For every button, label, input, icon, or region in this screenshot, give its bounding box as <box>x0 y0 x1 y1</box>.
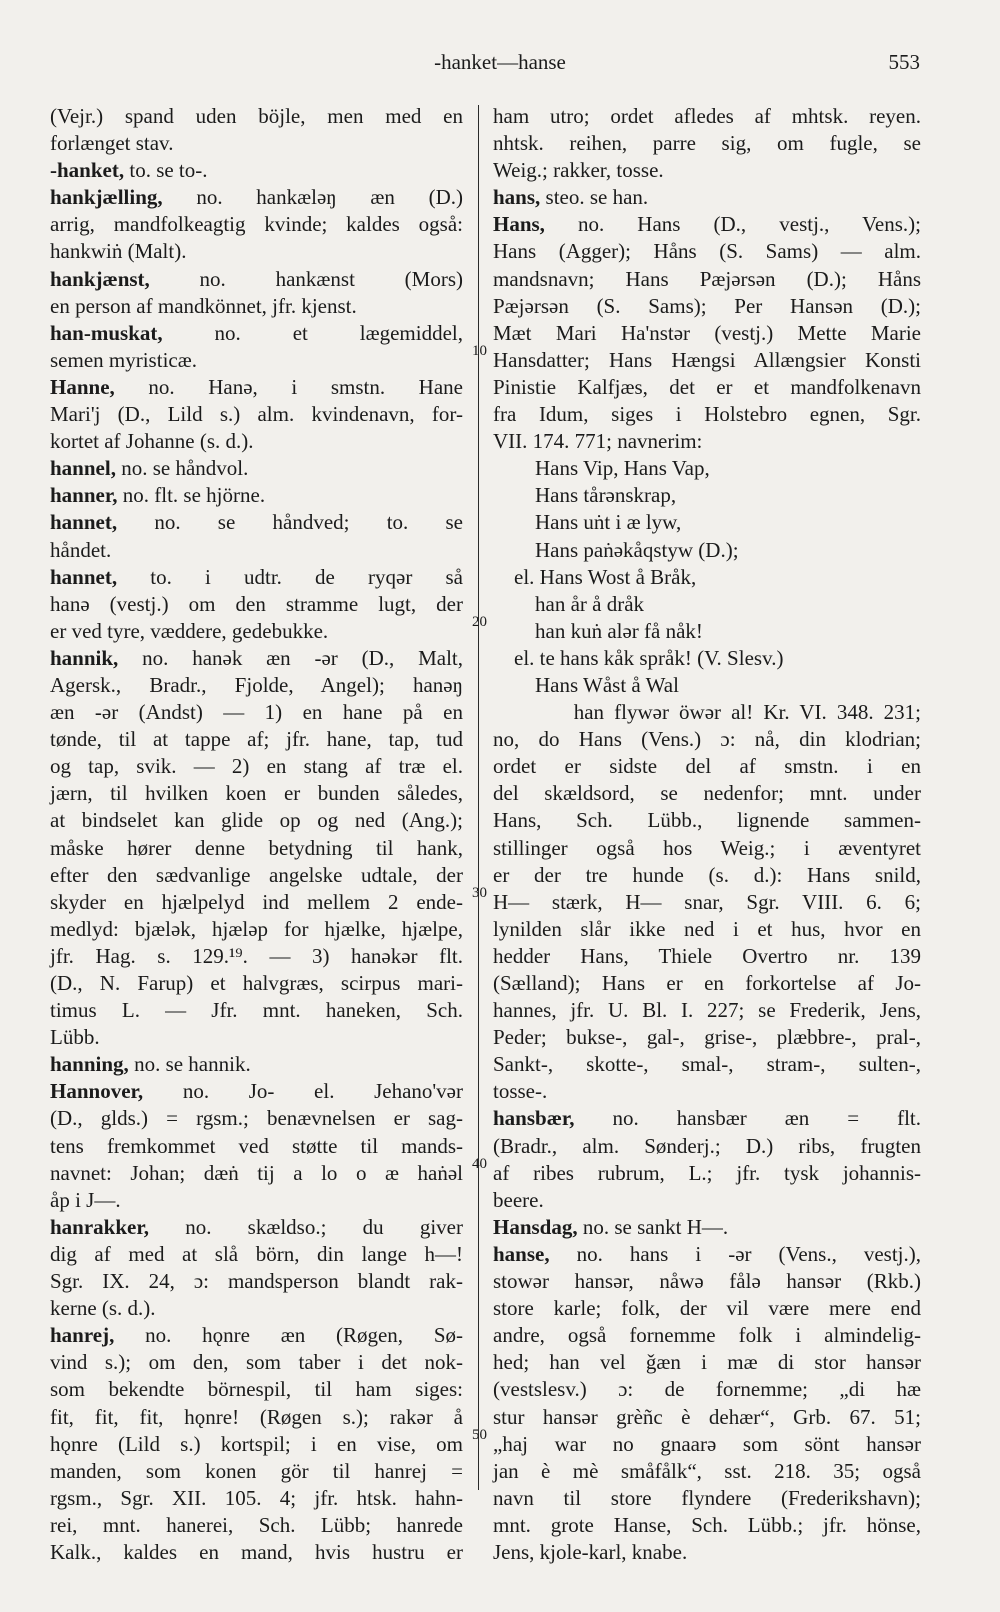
text-line <box>493 1431 921 1458</box>
headword: Hanne, <box>50 374 115 399</box>
text-line <box>493 211 921 238</box>
text-line <box>50 564 463 591</box>
text-line <box>50 103 463 130</box>
text-line <box>493 753 921 780</box>
line-text: no. flt. se hjörne. <box>117 483 266 508</box>
headword: han-muskat, <box>50 320 163 345</box>
line-text: no. hanək æn -ər (D., Malt, <box>118 645 463 670</box>
line-text: jærn, til hvilken koen er bunden således, <box>50 781 463 806</box>
headword: hanse, <box>493 1241 550 1266</box>
text-line <box>493 1268 921 1295</box>
line-text: „haj war no gnaarə som sönt hansər <box>493 1431 921 1456</box>
line-text: vind s.); om den, som taber i det nok- <box>50 1350 463 1375</box>
line-text: ham utro; ordet afledes af mhtsk. reyen. <box>493 104 921 128</box>
headword: -hanket, <box>50 158 125 183</box>
text-line <box>493 1241 921 1268</box>
text-line <box>493 401 921 428</box>
text-line <box>493 645 921 672</box>
line-text: el. Hans Wost å Bråk, <box>493 564 697 589</box>
text-line <box>50 1322 463 1349</box>
line-text: Kalk., kaldes en mand, hvis hustru er <box>50 1539 463 1564</box>
line-text: kerne (s. d.). <box>50 1296 156 1321</box>
line-text: han flywər öwər al! Kr. VI. 348. 231; <box>493 700 921 725</box>
headword: hansbær, <box>493 1106 575 1131</box>
line-text: Hans Wåst å Wal <box>493 672 679 697</box>
line-text: dig af med at slå börn, din lange h—! <box>50 1241 463 1266</box>
line-text: åp i J—. <box>50 1187 121 1212</box>
line-text: Mari'j (D., Lild s.) alm. kvindenavn, for- <box>50 402 463 427</box>
text-line <box>493 1458 921 1485</box>
text-line <box>50 509 463 536</box>
text-line <box>50 1024 463 1051</box>
line-text: Hans Vip, Hans Vap, <box>493 456 710 481</box>
text-line <box>50 1539 463 1566</box>
line-text: (Sælland); Hans er en forkortelse af Jo- <box>493 971 921 995</box>
line-text: Mæt Mari Ha'nstər (vestj.) Mette Marie <box>493 320 921 345</box>
text-line <box>493 1105 921 1132</box>
headword: hanrakker, <box>50 1214 150 1239</box>
text-line <box>50 672 463 699</box>
text-line <box>50 1404 463 1431</box>
text-line <box>50 428 463 455</box>
text-line <box>50 157 463 184</box>
headword: hannik, <box>50 645 119 670</box>
text-line <box>50 238 463 265</box>
line-text: Jens, kjole-karl, knabe. <box>493 1539 688 1564</box>
line-number: 40 <box>472 1156 487 1172</box>
line-text: H— stærk, H— snar, Sgr. VIII. 6. 6; <box>493 889 921 914</box>
text-line <box>493 835 921 862</box>
text-line <box>50 1295 463 1322</box>
line-text: (vestslesv.) ɔ: de fornemme; „di hæ <box>493 1377 921 1402</box>
line-text: hedder Hans, Thiele Overtro nr. 139 <box>493 943 921 968</box>
line-text: stillinger også hos Weig.; i æventyret <box>493 835 921 860</box>
text-line <box>50 997 463 1024</box>
line-text: lynilden slår ikke ned i et hus, hvor en <box>493 916 921 941</box>
text-line <box>493 1078 921 1105</box>
text-line <box>493 238 921 265</box>
text-line <box>50 699 463 726</box>
text-line <box>493 726 921 753</box>
text-line <box>50 1268 463 1295</box>
line-text: andre, også fornemme folk i almindelig- <box>493 1323 921 1348</box>
text-line <box>493 672 921 699</box>
line-text: beere. <box>493 1187 544 1212</box>
headword: hans, <box>493 185 541 210</box>
text-line <box>50 1051 463 1078</box>
text-line <box>50 374 463 401</box>
text-line <box>493 293 921 320</box>
text-line <box>493 103 921 130</box>
text-line <box>50 537 463 564</box>
line-text: jan è mè småfålk“, sst. 218. 35; også <box>493 1458 921 1483</box>
line-text: efter den sædvanlige angelske udtale, der <box>50 862 463 887</box>
text-line <box>50 293 463 320</box>
line-text: Sgr. IX. 24, ɔ: mandsperson blandt rak- <box>50 1269 463 1294</box>
text-line <box>50 1160 463 1187</box>
line-text: no. se sankt H—. <box>577 1214 729 1239</box>
text-line <box>50 1458 463 1485</box>
line-text: mnt. grote Hanse, Sch. Lübb.; jfr. hönse, <box>493 1512 921 1537</box>
line-text: af ribes rubrum, L.; jfr. tysk johannis- <box>493 1160 921 1185</box>
line-text: Weig.; rakker, tosse. <box>493 158 664 183</box>
line-text: no. hansbær æn = flt. <box>574 1106 921 1131</box>
line-text: mandsnavn; Hans Pæjərsən (D.); Håns <box>493 266 921 291</box>
text-line <box>50 1431 463 1458</box>
line-text: en person af mandkönnet, jfr. kjenst. <box>50 293 357 318</box>
text-line <box>493 862 921 889</box>
headword: hannel, <box>50 456 116 481</box>
headword: hankjænst, <box>50 266 150 291</box>
line-text: Lübb. <box>50 1025 100 1050</box>
line-text: no. hans i -ər (Vens., vestj.), <box>549 1241 921 1266</box>
line-text: medlyd: bjælək, hjæləp for hjælke, hjælpe, <box>50 916 463 941</box>
line-text: no. skældso.; du giver <box>149 1214 463 1239</box>
line-text: Pinistie Kalfjæs, det er et mandfolkenavn <box>493 374 921 399</box>
line-text: navnet: Johan; dæṅ tij a lo o æ haṅəl <box>50 1160 463 1185</box>
text-line <box>493 916 921 943</box>
text-line <box>493 1404 921 1431</box>
text-line <box>493 1160 921 1187</box>
line-text: no. Hanə, i smstn. Hane <box>114 374 463 399</box>
text-line <box>50 320 463 347</box>
line-text: no. se håndved; to. se <box>117 510 463 535</box>
text-line <box>493 618 921 645</box>
line-text: Hans paṅəkåqstyw (D.); <box>493 537 739 562</box>
headword: Hansdag, <box>493 1214 578 1239</box>
line-text: han år å dråk <box>493 591 645 616</box>
headword: hannet, <box>50 564 118 589</box>
line-text: no. hǫnre æn (Røgen, Sø- <box>114 1323 463 1348</box>
line-text: tosse-. <box>493 1079 548 1104</box>
text-line <box>493 130 921 157</box>
line-text: (D., glds.) = rgsm.; benævnelsen er sag- <box>50 1106 463 1131</box>
text-line <box>50 1214 463 1241</box>
text-line <box>493 1295 921 1322</box>
headword: hanrej, <box>50 1323 115 1348</box>
line-text: skyder en hjælpelyd ind mellem 2 ende- <box>50 889 463 914</box>
line-text: to. i udtr. de ryqər så <box>117 564 463 589</box>
headword: Hannover, <box>50 1079 144 1104</box>
text-line <box>493 1349 921 1376</box>
line-text: hǫnre (Lild s.) kortspil; i en vise, om <box>50 1431 463 1456</box>
text-line <box>493 564 921 591</box>
running-head: -hanket—hanse <box>434 50 566 74</box>
line-text: steo. se han. <box>540 185 649 210</box>
headword: Hans, <box>493 212 545 237</box>
line-text: arrig, mandfolkeagtig kvinde; kaldes også: <box>50 212 463 237</box>
text-line <box>493 1322 921 1349</box>
text-line <box>493 509 921 536</box>
line-text: timus L. — Jfr. mnt. haneken, Sch. <box>50 998 463 1023</box>
line-text: hankwiṅ (Malt). <box>50 239 187 264</box>
line-text: rgsm., Sgr. XII. 105. 4; jfr. htsk. hahn- <box>50 1485 463 1510</box>
line-text: kortet af Johanne (s. d.). <box>50 429 254 454</box>
line-text: Peder; bukse-, gal-, grise-, plæbbre-, pral-, <box>493 1025 921 1050</box>
text-line <box>50 726 463 753</box>
line-text: Pæjərsən (S. Sams); Per Hansən (D.); <box>493 293 921 318</box>
text-line <box>50 1485 463 1512</box>
line-text: no. hankæləŋ æn (D.) <box>162 185 463 210</box>
line-text: måske hører denne betydning til hank, <box>50 835 463 860</box>
line-text: no, do Hans (Vens.) ɔ: nå, din klodrian; <box>493 727 921 752</box>
line-text: tens fremkommet ved støtte til mands- <box>50 1133 463 1158</box>
line-text: håndet. <box>50 537 112 562</box>
line-text: fit, fit, fit, hǫnre! (Røgen s.); rakər å <box>50 1404 463 1429</box>
text-line <box>493 591 921 618</box>
line-text: navn til store flyndere (Frederikshavn); <box>493 1485 921 1510</box>
line-text: Hans, Sch. Lübb., lignende sammen- <box>493 808 921 833</box>
text-line <box>493 320 921 347</box>
text-line <box>50 401 463 428</box>
text-line <box>493 537 921 564</box>
line-text: fra Idum, siges i Holstebro egnen, Sgr. <box>493 402 921 427</box>
line-text: Hansdatter; Hans Hængsi Allængsier Konsti <box>493 347 921 372</box>
text-line <box>50 1105 463 1132</box>
text-line <box>493 347 921 374</box>
text-line <box>50 1512 463 1539</box>
line-text: Hans tårənskrap, <box>493 483 677 508</box>
text-line <box>50 1349 463 1376</box>
text-line <box>50 130 463 157</box>
text-line <box>493 970 921 997</box>
line-text: rei, mnt. hanerei, Sch. Lübb; hanrede <box>50 1512 463 1537</box>
text-line <box>493 1187 921 1214</box>
line-text: hannes, jfr. U. Bl. I. 227; se Frederik, Jens, <box>493 998 921 1023</box>
text-line <box>493 780 921 807</box>
line-text: semen myristicæ. <box>50 347 197 372</box>
text-line <box>50 482 463 509</box>
line-text: no. se hannik. <box>128 1052 251 1077</box>
text-line <box>493 428 921 455</box>
headword: hankjælling, <box>50 185 163 210</box>
headword: hannet, <box>50 510 118 535</box>
text-line <box>50 862 463 889</box>
text-line <box>493 266 921 293</box>
page-number: 553 <box>888 50 920 74</box>
line-text: no. se håndvol. <box>115 456 249 481</box>
text-line <box>493 374 921 401</box>
line-text: ordet er sidste del af smstn. i en <box>493 754 921 779</box>
text-line <box>50 835 463 862</box>
line-text: Sankt-, skotte-, smal-, stram-, sulten-, <box>493 1052 921 1077</box>
text-line <box>493 997 921 1024</box>
headword: hanner, <box>50 483 118 508</box>
text-line <box>493 157 921 184</box>
text-line <box>50 943 463 970</box>
line-text: Agersk., Bradr., Fjolde, Angel); hanəŋ <box>50 672 463 697</box>
text-line <box>493 807 921 834</box>
text-line <box>50 1241 463 1268</box>
text-line <box>50 1187 463 1214</box>
line-text: no. hankænst (Mors) <box>149 266 463 291</box>
text-line <box>493 482 921 509</box>
line-text: Hans (Agger); Håns (S. Sams) — alm. <box>493 239 921 264</box>
text-line <box>493 1214 921 1241</box>
line-text: (Vejr.) spand uden böjle, men med en <box>50 104 463 128</box>
line-text: æn -ər (Andst) — 1) en hane på en <box>50 700 463 725</box>
text-line <box>50 266 463 293</box>
text-line <box>493 699 921 726</box>
line-text: (D., N. Farup) et halvgræs, scirpus mari- <box>50 971 463 995</box>
text-line <box>50 347 463 374</box>
line-number: 10 <box>472 343 487 359</box>
line-text: no. Hans (D., vestj., Vens.); <box>544 212 921 237</box>
line-text: er der tre hunde (s. d.): Hans snild, <box>493 862 921 887</box>
text-line <box>50 211 463 238</box>
text-line <box>493 1512 921 1539</box>
text-line <box>50 780 463 807</box>
text-line <box>50 1376 463 1403</box>
line-text: stur hansər grèñc è dehær“, Grb. 67. 51; <box>493 1404 921 1429</box>
text-line <box>50 1078 463 1105</box>
line-text: Hans uṅt i æ lyw, <box>493 510 682 535</box>
line-text: VII. 174. 771; navnerim: <box>493 429 703 454</box>
text-line <box>493 1024 921 1051</box>
line-text: del skældsord, se nedenfor; mnt. under <box>493 781 921 806</box>
right-column <box>493 103 921 1566</box>
page-header <box>0 50 1000 84</box>
line-text: forlænget stav. <box>50 131 174 156</box>
line-text: (Bradr., alm. Sønderj.; D.) ribs, frugten <box>493 1133 921 1158</box>
line-number: 30 <box>472 885 487 901</box>
left-column <box>50 103 463 1566</box>
line-number: 20 <box>472 614 487 630</box>
text-line <box>493 455 921 482</box>
text-line <box>50 916 463 943</box>
text-line <box>493 1376 921 1403</box>
line-text: manden, som konen gör til hanrej = <box>50 1458 463 1483</box>
column-divider <box>478 105 479 1490</box>
text-line <box>50 184 463 211</box>
text-line <box>50 1133 463 1160</box>
line-text: tønde, til at tappe af; jfr. hane, tap, tud <box>50 727 463 752</box>
text-line <box>493 1539 921 1566</box>
line-number: 50 <box>472 1427 487 1443</box>
line-text: og tap, svik. — 2) en stang af træ el. <box>50 754 463 779</box>
text-line <box>493 943 921 970</box>
text-line <box>493 889 921 916</box>
text-line <box>50 591 463 618</box>
text-line <box>50 753 463 780</box>
line-text: er ved tyre, væddere, gedebukke. <box>50 618 329 643</box>
line-text: jfr. Hag. s. 129.¹⁹. — 3) hanəkər flt. <box>50 943 463 968</box>
line-text: som bekendte börnespil, til ham siges: <box>50 1377 463 1402</box>
text-line <box>493 1133 921 1160</box>
line-text: to. se to-. <box>124 158 208 183</box>
text-line <box>50 618 463 645</box>
line-text: at bindselet kan glide op og ned (Ang.); <box>50 808 463 833</box>
text-line <box>493 1485 921 1512</box>
text-line <box>493 184 921 211</box>
line-text: no. et lægemiddel, <box>162 320 463 345</box>
text-line <box>50 889 463 916</box>
text-line <box>50 455 463 482</box>
headword: hanning, <box>50 1052 129 1077</box>
text-line <box>50 970 463 997</box>
line-text: stowər hansər, nåwə fålə hansər (Rkb.) <box>493 1269 921 1294</box>
line-text: hanə (vestj.) om den stramme lugt, der <box>50 591 463 616</box>
text-line <box>493 1051 921 1078</box>
line-text: hed; han vel ǧæn i mæ di stor hansər <box>493 1350 921 1375</box>
text-line <box>50 807 463 834</box>
line-text: nhtsk. reihen, parre sig, om fugle, se <box>493 131 921 156</box>
line-text: store karle; folk, der vil være mere end <box>493 1296 921 1321</box>
line-text: han kuṅ alər få nåk! <box>493 618 703 643</box>
line-text: el. te hans kåk språk! (V. Slesv.) <box>493 645 784 670</box>
text-line <box>50 645 463 672</box>
line-text: no. Jo- el. Jehano'vər <box>143 1079 463 1104</box>
